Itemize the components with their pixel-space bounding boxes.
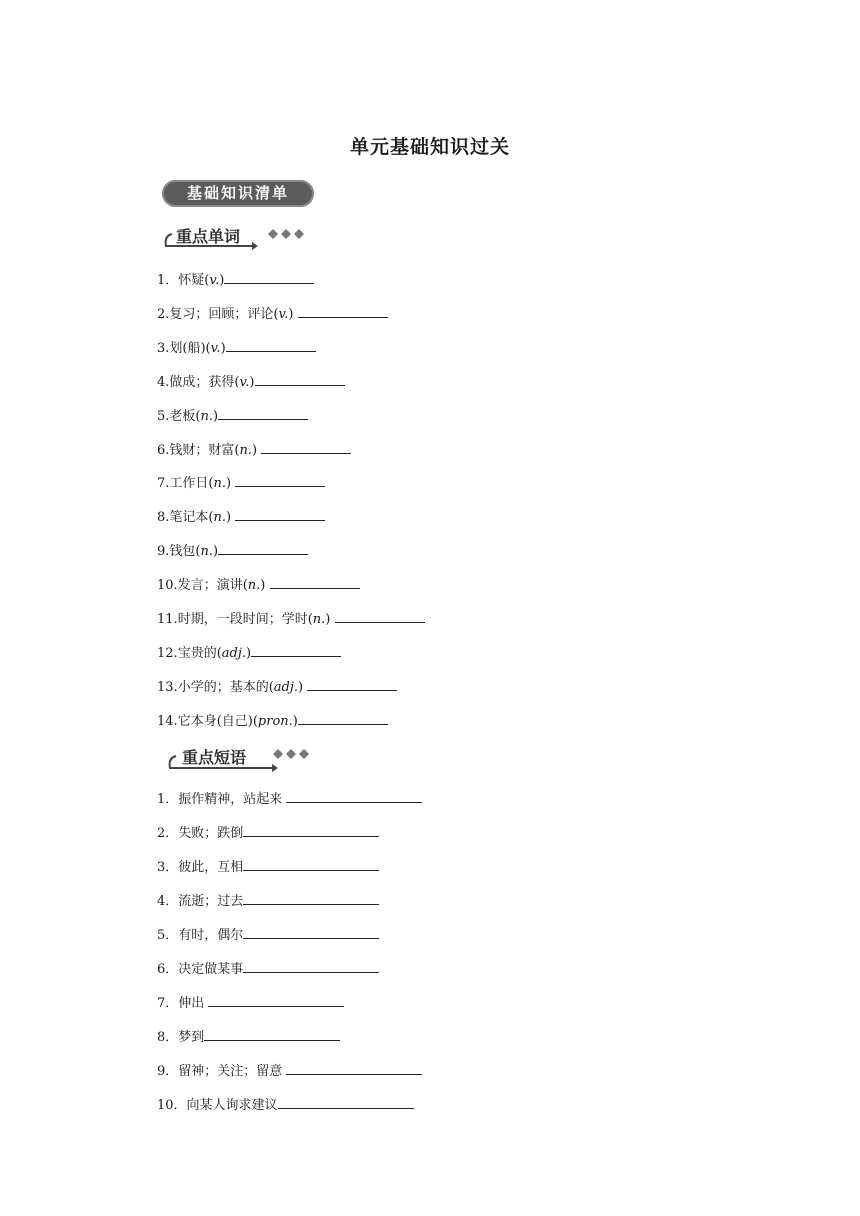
key-phrases-heading [160,742,320,774]
word-item [157,576,360,594]
item-text: 发言；演讲( [177,578,248,594]
phrase-item [157,892,379,910]
item-number: 3． [157,860,179,875]
item-close: ) [213,408,219,424]
answer-blank[interactable] [255,373,345,386]
item-number: 4. [157,374,170,390]
item-text: 振作精神，站起来 [178,792,287,807]
word-item [157,305,388,323]
item-text: 有时，偶尔 [178,928,244,943]
item-close: ) [219,273,225,288]
answer-blank[interactable] [298,305,388,318]
item-number: 9． [157,1064,179,1079]
answer-blank[interactable] [243,892,379,905]
answer-blank[interactable] [208,994,344,1007]
item-text: 彼此，互相 [178,860,244,875]
item-text: 失败；跌倒 [178,826,244,841]
item-close: ) [246,645,252,661]
item-number: 4． [157,894,179,909]
item-text: 工作日( [169,476,214,492]
item-number: 11. [157,612,178,627]
item-text: 钱财；财富( [169,442,240,458]
answer-blank[interactable] [243,926,379,939]
item-number: 1． [157,273,179,288]
item-number: 9. [157,544,170,560]
key-words-heading [160,222,320,254]
word-item [157,474,325,492]
item-close: ) [213,544,219,560]
item-number: 8． [157,1030,179,1045]
phrase-item [157,790,422,808]
key-phrases-title: 重点短语 [182,748,247,767]
phrase-item [157,1062,422,1080]
item-text: 怀疑( [178,273,210,288]
item-close: ) [325,612,335,627]
item-text: 它本身(自己)( [177,713,258,729]
item-number: 13. [157,679,178,695]
item-close: ) [288,306,298,322]
phrase-item [157,1096,414,1114]
item-close: ) [226,476,236,492]
answer-blank[interactable] [243,858,379,871]
item-close: ) [292,713,298,729]
phrase-item [157,994,344,1012]
answer-blank[interactable] [307,678,397,691]
part-of-speech: n. [200,544,213,560]
part-of-speech: adj. [273,679,299,695]
answer-blank[interactable] [286,790,422,803]
key-words-title: 重点单词 [176,227,241,246]
answer-blank[interactable] [251,644,341,657]
item-text: 伸出 [178,996,209,1011]
item-text: 钱包( [169,544,201,560]
item-number: 1． [157,792,179,807]
item-text: 划(船)( [169,340,211,356]
word-item [157,441,351,459]
item-number: 8. [157,510,170,526]
word-item [157,508,325,526]
word-item [157,373,345,391]
phrase-item [157,1028,340,1046]
part-of-speech: n. [312,612,326,627]
item-text: 决定做某事 [178,962,244,977]
item-number: 2． [157,826,179,841]
item-number: 5． [157,928,179,943]
item-text: 梦到 [178,1030,205,1045]
page-title: 单元基础知识过关 [349,136,510,158]
answer-blank[interactable] [235,508,325,521]
answer-blank[interactable] [298,712,388,725]
part-of-speech: pron. [257,713,293,729]
part-of-speech: v. [239,374,250,390]
item-number: 2. [157,306,170,322]
word-item [157,339,316,357]
word-item [157,407,308,425]
item-number: 7. [157,476,170,492]
part-of-speech: n. [213,476,226,492]
item-close: ) [298,679,308,695]
part-of-speech: adj. [221,645,247,661]
part-of-speech: v. [210,340,221,356]
item-number: 10． [157,1098,187,1113]
item-text: 向某人询求建议 [186,1098,278,1113]
word-item [157,610,425,628]
item-text: 老板( [169,408,201,424]
answer-blank[interactable] [226,339,316,352]
item-number: 10. [157,578,178,594]
word-item [157,678,397,696]
item-text: 时期，一段时间；学时( [177,612,313,627]
answer-blank[interactable] [224,271,314,284]
part-of-speech: n. [200,408,213,424]
item-close: ) [220,340,226,356]
answer-blank[interactable] [243,824,379,837]
item-close: ) [226,510,236,526]
item-number: 5. [157,408,170,424]
item-number: 14. [157,713,178,729]
item-text: 小学的；基本的( [177,679,274,695]
answer-blank[interactable] [218,407,308,420]
part-of-speech: n. [247,578,261,594]
item-number: 12. [157,645,178,661]
part-of-speech: n. [239,442,252,458]
answer-blank[interactable] [270,576,360,589]
word-item [157,542,308,560]
part-of-speech: v. [209,273,220,288]
item-number: 7． [157,996,179,1011]
answer-blank[interactable] [218,542,308,555]
phrase-item [157,858,379,876]
item-text: 笔记本( [169,510,214,526]
word-item [157,712,388,730]
answer-blank[interactable] [235,474,325,487]
answer-blank[interactable] [278,1096,414,1109]
word-item [157,644,341,662]
word-item [157,271,314,289]
item-text: 留神；关注；留意 [178,1064,287,1079]
item-text: 流逝；过去 [178,894,244,909]
answer-blank[interactable] [243,960,379,973]
phrase-item [157,824,379,842]
item-number: 6． [157,962,179,977]
answer-blank[interactable] [335,610,425,623]
item-text: 复习；回顾；评论( [169,306,279,322]
item-close: ) [252,442,262,458]
part-of-speech: v. [278,306,289,322]
answer-blank[interactable] [204,1028,340,1041]
phrase-item [157,926,379,944]
item-number: 3. [157,340,170,356]
item-text: 做成；获得( [169,374,240,390]
item-close: ) [260,578,270,594]
item-close: ) [249,374,255,390]
answer-blank[interactable] [261,441,351,454]
part-of-speech: n. [213,510,226,526]
section-banner: 基础知识清单 [162,180,314,207]
item-number: 6. [157,442,170,458]
answer-blank[interactable] [286,1062,422,1075]
item-text: 宝贵的( [177,645,222,661]
phrase-item [157,960,379,978]
